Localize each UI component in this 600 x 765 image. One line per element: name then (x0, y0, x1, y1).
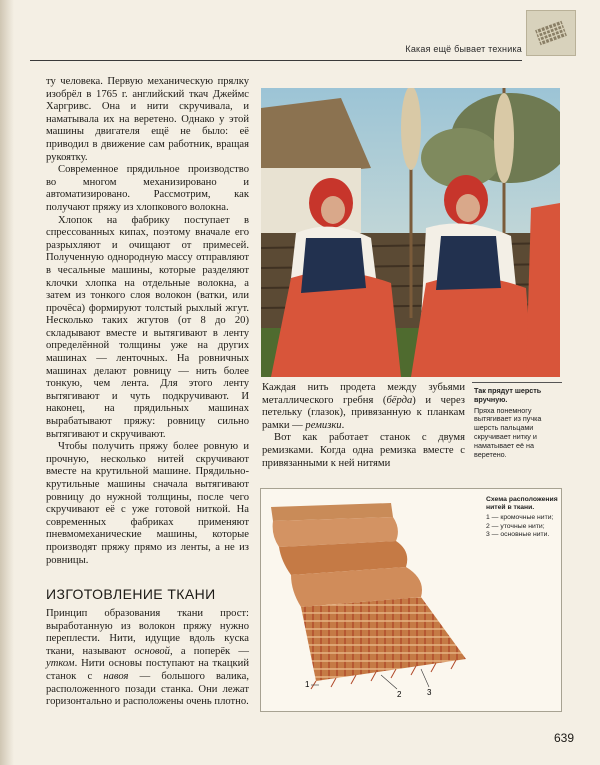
caption-title: Так прядут шерсть вручную. (474, 386, 542, 404)
term: навоя (103, 670, 129, 682)
paragraph: Принцип образования ткани прост: выработанную из волокон пряжу нужно переплести. Нити, идущие вдоль куска ткани, называют основой, а поперёк — утком. Нити основы поступают на ткацкий станок с навоя — большого валика, расположенного позади станка. Они лежат горизонтально и расположены очень плотно. (46, 608, 250, 708)
header-rule (30, 60, 522, 61)
term: ремизки (305, 419, 342, 431)
term: утком (46, 658, 75, 670)
caption-rule (472, 382, 562, 383)
page-number: 639 (553, 731, 574, 745)
left-column (46, 76, 249, 567)
fabric-swatch-icon (526, 10, 576, 56)
section-text (46, 608, 249, 709)
book-spine-shadow (0, 0, 14, 765)
right-column (262, 382, 465, 470)
diagram-label-1: 1 (305, 680, 310, 689)
diagram-caption-title: Схема расположения нитей в ткани. (486, 496, 558, 512)
running-header: Какая ещё бывает техника (405, 44, 522, 54)
section-heading: ИЗГОТОВЛЕНИЕ ТКАНИ (46, 586, 216, 602)
spinners-photo (261, 88, 560, 377)
diagram-caption (486, 496, 558, 539)
paragraph: Вот как работает станок с двумя ремизками. Когда одна ремизка вместе с привязанными к ней нитями (262, 432, 465, 469)
paragraph: Каждая нить продета между зубьями металлического гребня (бёрда) и через петельку (глазок), привязанную к планкам рамки — ремизки. (262, 382, 465, 431)
legend-item: 3 — основные нити. (486, 530, 550, 538)
term: основой (134, 645, 170, 657)
legend-item: 1 — кромочные нити; (486, 514, 554, 522)
paragraph: Чтобы получить пряжу более ровную и прочную, несколько нитей скручивают вместе на крутильной машине. Прядильно-крутильные машины сначала вытягивают ровницу до нужной толщины, после чего скручивают её с уже готовой ниткой. На современных фабриках применяют пневмомеханические машины, которые производят пряжу прямо из ленты, а не из ровницы. (46, 441, 249, 566)
diagram-label-3: 3 (427, 688, 432, 697)
legend-item: 2 — уточные нити; (486, 522, 545, 530)
paragraph: ту человека. Первую механическую прялку изобрёл в 1765 г. английский ткач Джеймс Харгривс. Она и нити скручивала, и наматывала их на веретено. Однако у этой машины двигателя ещё не было: её приводил в движение сам работник, вращая рукоятку. (46, 76, 249, 163)
caption-text: Пряха понемногу вытягивает из пучка шерсть пальцами скручивает нитку и наматывает её на веретено. (474, 405, 542, 459)
term: бёрда (386, 394, 413, 406)
paragraph: Современное прядильное производство во многом механизировано и автоматизировано. Рассмотрим, как получают пряжу из хлопкового волокна. (46, 164, 249, 213)
photo-caption (474, 387, 562, 459)
diagram-label-2: 2 (397, 690, 402, 699)
paragraph: Хлопок на фабрику поступает в спрессованных кипах, поэтому вначале его разрыхляют и очищают от примесей. Полученную однородную массу отправляют в чесальные машины, которые разделяют клочки хлопка на отдельные волокна, а затем из тонкого слоя волокон (ватки, или прочёса) формируют толстый рыхлый жгут. Несколько таких жгутов (от 8 до 20) складывают вместе и вытягивают в ленту определённой толщины уже на других машинах — ленточных. На ровничных машинах делают ровницу — нить более тонкую, чем лента. Для этого ленту вытягивают и чуть подкручивают. И наконец, на прядильных машинах вырабатывают пряжу: ровницу сильно вытягивают и скручивают. (46, 214, 249, 440)
